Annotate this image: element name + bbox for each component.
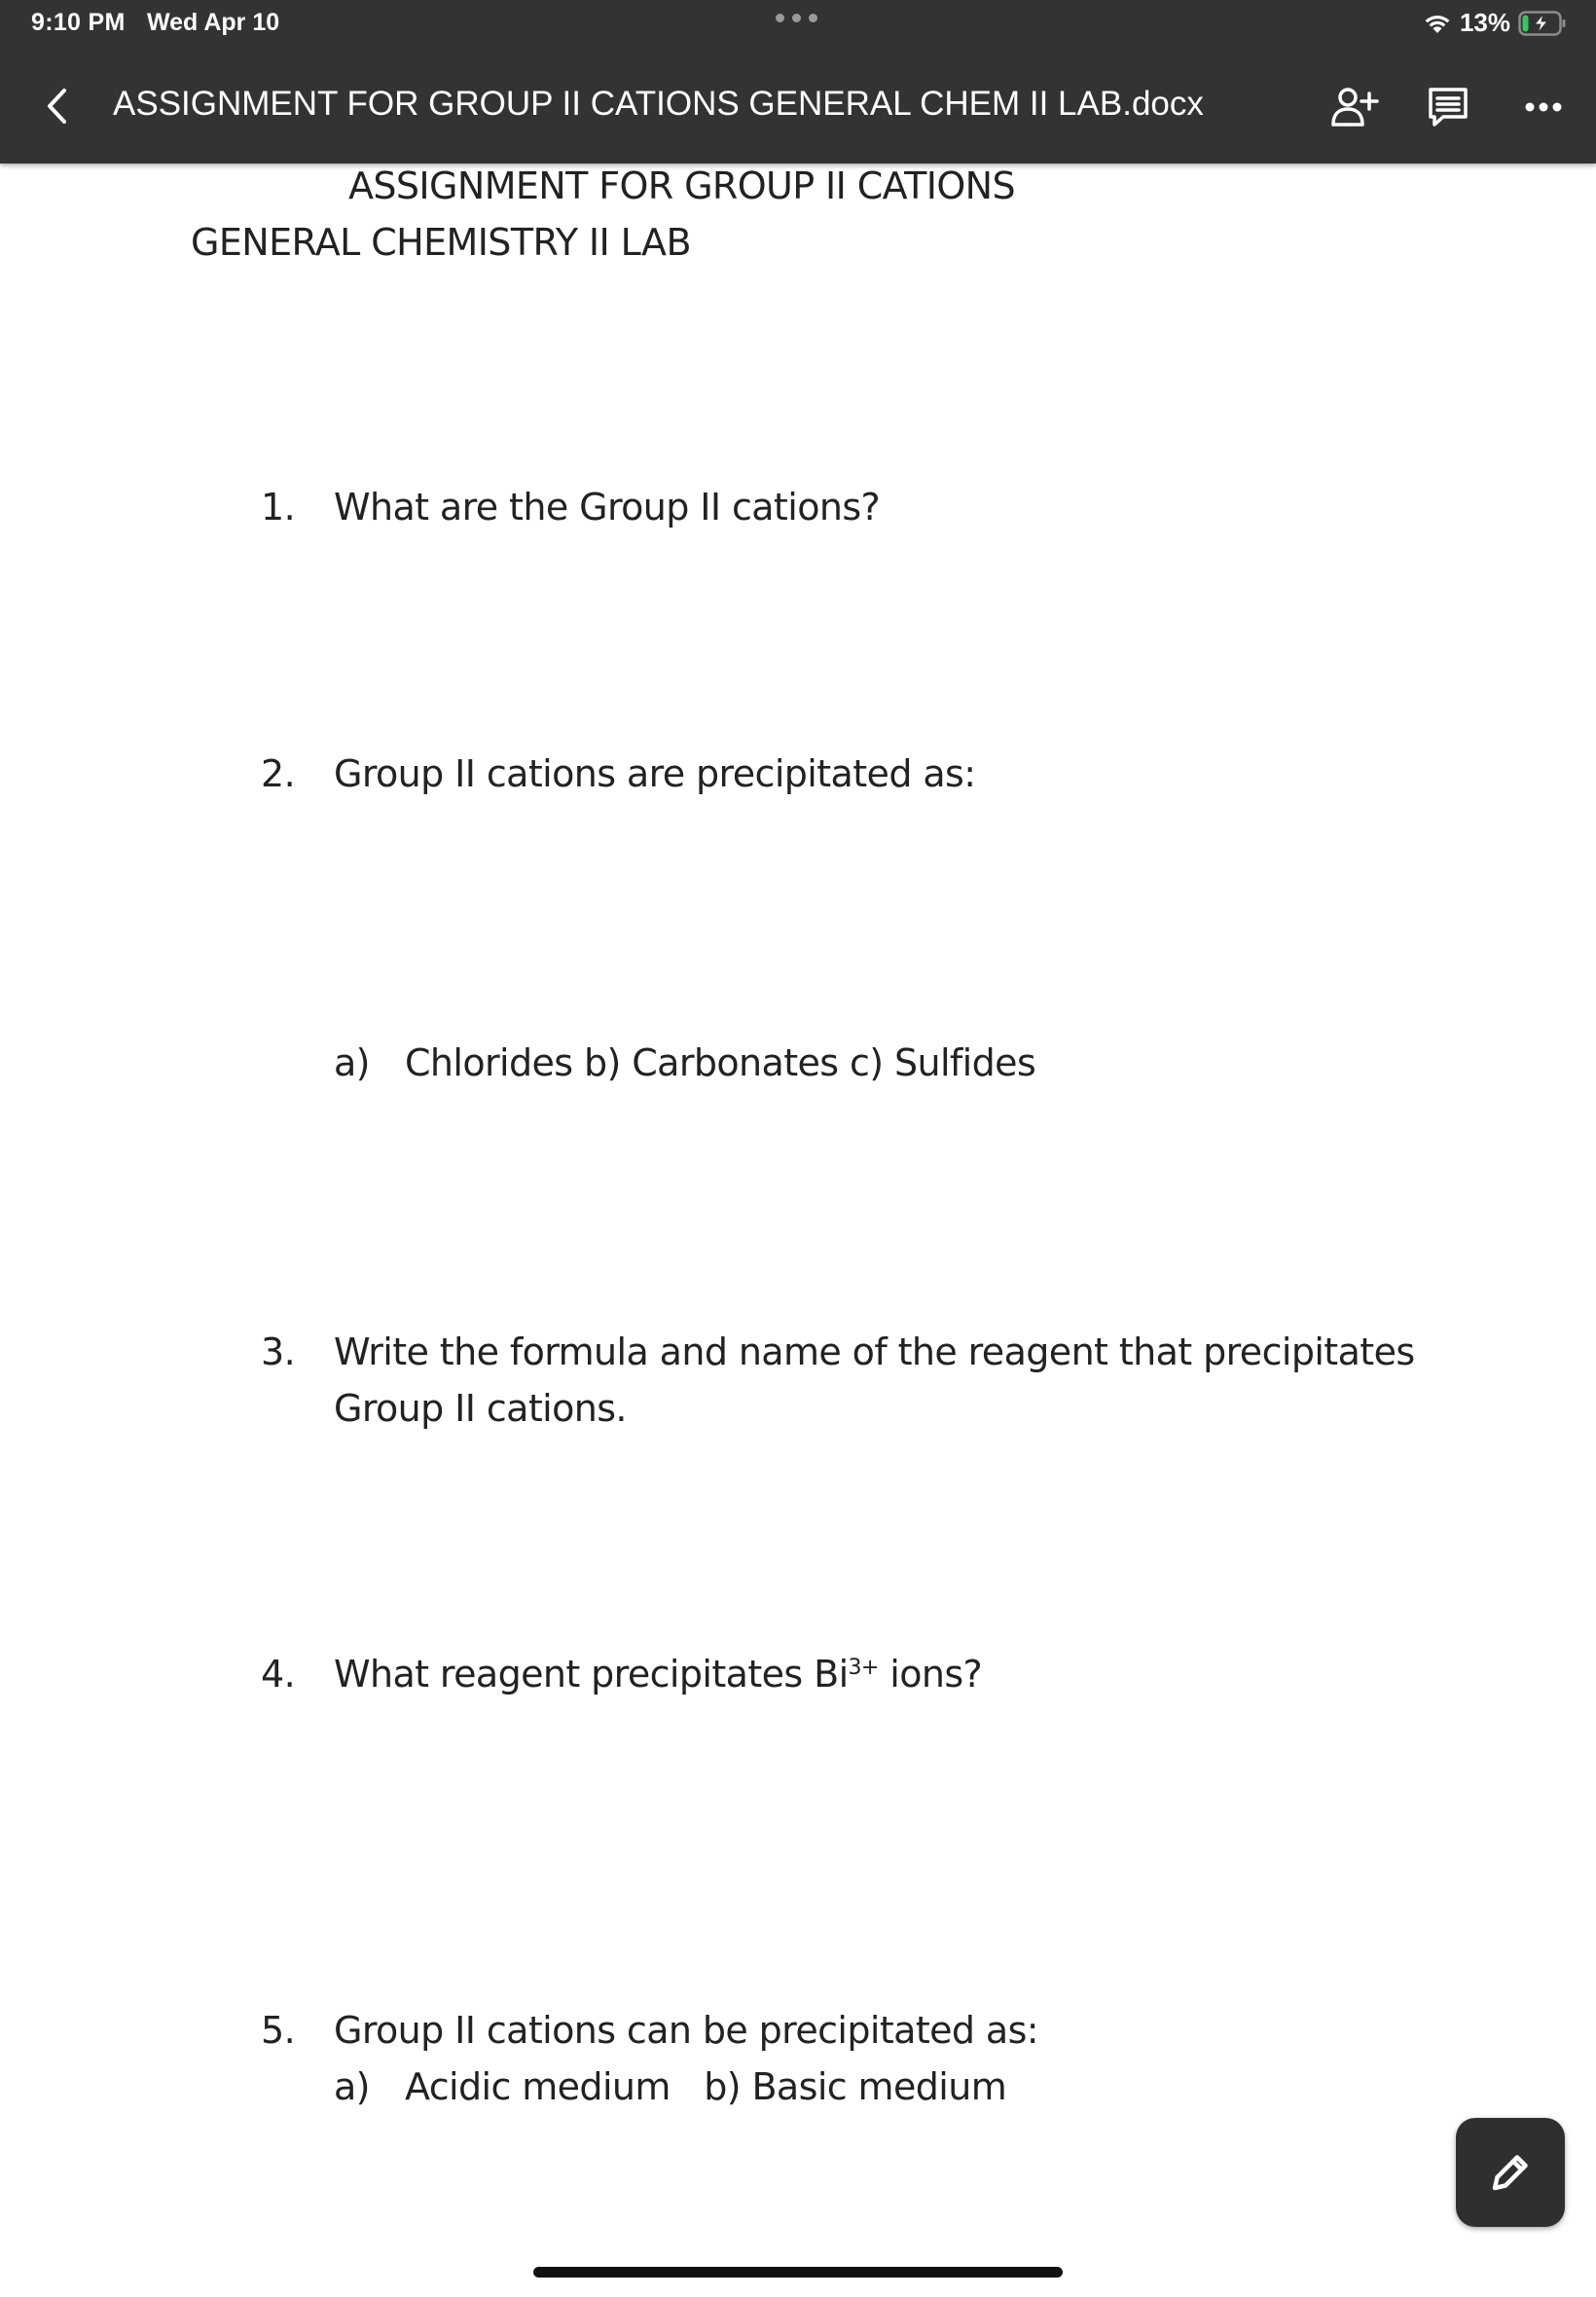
question-text: Write the formula and name of the reagent that precipitates Group II cations. — [334, 1331, 1415, 1430]
question-number: 4. — [261, 1653, 296, 1695]
status-date: Wed Apr 10 — [147, 9, 280, 36]
charge-superscript: 3+ — [848, 1656, 879, 1680]
question-number: 1. — [261, 486, 296, 529]
question-text-part: What reagent precipitates Bi — [334, 1653, 849, 1695]
question-number: 3. — [261, 1331, 296, 1373]
reader-mode-icon — [1427, 86, 1469, 128]
pencil-icon — [1486, 2148, 1535, 2197]
add-person-icon — [1330, 86, 1379, 128]
edit-button[interactable] — [1456, 2118, 1565, 2227]
status-time: 9:10 PM — [31, 9, 126, 36]
battery-percent: 13% — [1459, 8, 1510, 37]
option-text: Chlorides b) Carbonates c) Sulfides — [405, 1041, 1036, 1084]
back-button[interactable] — [37, 82, 76, 130]
question-text-part: ions? — [878, 1653, 983, 1695]
more-dots-icon — [1524, 101, 1563, 113]
chevron-left-icon — [46, 88, 67, 125]
question-text: Group II cations can be precipitated as: — [334, 2009, 1038, 2052]
question-number: 5. — [261, 2009, 296, 2052]
option-text: Acidic medium b) Basic medium — [405, 2065, 1007, 2108]
option-letter: a) — [334, 2065, 370, 2108]
top-toolbar — [0, 0, 1596, 164]
document-heading: ASSIGNMENT FOR GROUP II CATIONS — [348, 164, 1015, 207]
battery-charging-icon — [1518, 10, 1567, 37]
multitasking-handle[interactable] — [776, 14, 817, 22]
question-5-options — [334, 2059, 1007, 2284]
reader-mode-button[interactable] — [1421, 80, 1475, 134]
wifi-icon — [1423, 12, 1452, 35]
question-text: Group II cations are precipitated as: — [334, 752, 976, 795]
document-title: ASSIGNMENT FOR GROUP II CATIONS GENERAL CHEM II LAB.docx — [113, 85, 1204, 123]
document-subheading: GENERAL CHEMISTRY II LAB — [191, 221, 691, 264]
share-button[interactable] — [1327, 80, 1382, 134]
option-letter: a) — [334, 1041, 370, 1084]
question-text — [334, 1646, 1502, 1702]
home-indicator[interactable] — [533, 2267, 1063, 2278]
question-number: 2. — [261, 752, 296, 795]
question-text: What are the Group II cations? — [334, 486, 881, 529]
status-indicators — [1423, 8, 1567, 38]
more-button[interactable] — [1516, 80, 1571, 134]
document-content[interactable] — [0, 164, 1596, 2297]
